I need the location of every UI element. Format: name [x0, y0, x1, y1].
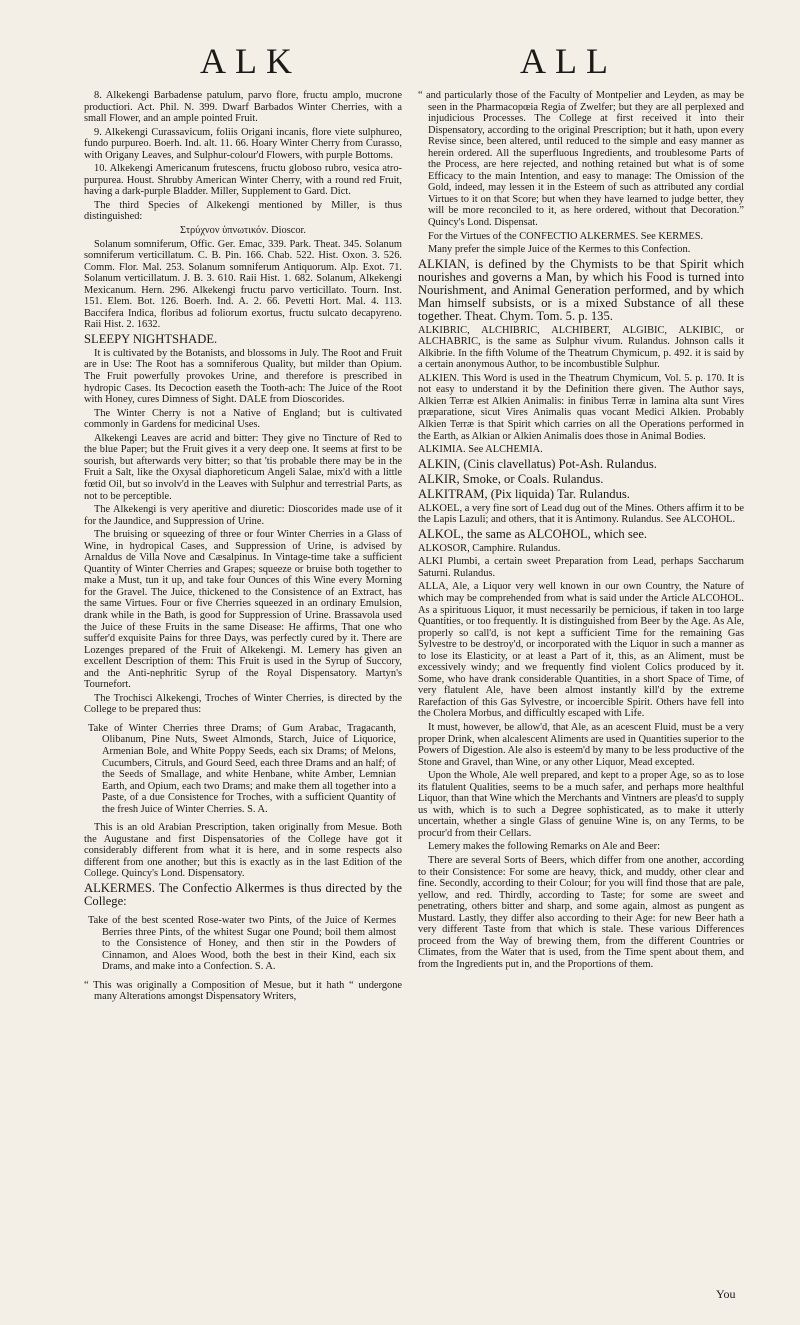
right-column-paragraph: ALKIAN, is defined by the Chymists to be that Spirit which nourishes and governs a Man, by which his Food is turned into Nourishment, and Animal Generation performed, and by which Man himself subsists, or is a mixed Substance of all these together. Theat. Chym. Tom. 5. p. 135. — [418, 256, 744, 323]
left-column-paragraph: Take of the best scented Rose-water two Pints, of the Juice of Kermes Berries three Pints, of the whitest Sugar one Pound; boil them almost to the Consistence of Honey, and then stir in the Powders of Cinnamon, and Aloes Wood, both the best in their Kind, each six Drams, and make into a Confection. S. A. — [88, 915, 396, 973]
right-column-paragraph: ALKOSOR, Camphire. Rulandus. — [418, 542, 561, 554]
running-head-right: ALL — [520, 41, 617, 81]
catchword: You — [716, 1287, 736, 1301]
right-column-paragraph: ALKIEN. This Word is used in the Theatrum Chymicum, Vol. 5. p. 170. It is not easy to understand it by the Definition there given. The Author says, Alkien Terræ est Alkien Animalis: in finibus Terræ in lamina alta sunt Vires præparatione, sicut Vires Animalis quas vocant Medici Alkien. Probably Alkien Terræ is that Spirit which carries on all the Operations performed in the Earth, as Alkian or Alkien Animalis does those in Animal Bodies. — [418, 372, 744, 442]
right-column-paragraph: It must, however, be allow'd, that Ale, as an acescent Fluid, must be a very proper Drink, when alcalescent Aliments are used in Quantities superior to the Powers of Digestion. Ale also is esteem'd by many to be less productive of the Stone and Gravel, than Wine, or any other Liquor, Mead excepted. — [418, 721, 744, 768]
running-head-left: ALK — [200, 41, 301, 81]
left-column-paragraph: The Winter Cherry is not a Native of England; but is cultivated commonly in Gardens for medicinal Uses. — [84, 407, 402, 431]
right-column-paragraph: ALKOL, the same as ALCOHOL, which see. — [418, 526, 648, 541]
left-column — [84, 90, 402, 1005]
right-column-paragraph: ALLA, Ale, a Liquor very well known in our own Country, the Nature of which may be comprehended from what is said under the Article ALCOHOL. As a spirituous Liquor, it must necessarily be pernicious, if taken in too large Quantities, or too frequently. It is distinguished from Beer by the Age. As Ale, properly so call'd, is not kept a sufficient Time for the remaining Gas Sylvestre to be destroy'd, or incorporated with the Liquor in such a manner as to lose its Elasticity, or at least a Part of it, this, as an Aliment, must be excessively windy; and we frequently find violent Colics produced by it. Some, who have drank considerable Quantities, in a short Space of Time, of very flatulent Ale, have been almost instantly kill'd by the extreme Rarefaction of this Gas Sylvestre, or incoercible Spirit. Others have fell into the Cholera Morbus, and difficultly escaped with Life. — [418, 581, 744, 720]
right-column-paragraph: There are several Sorts of Beers, which differ from one another, according to their Consistence: For some are heavy, thick, and muddy, other clear and fine. Secondly, according to their Colour; for you will find those that are pale, yellow, and red. Thirdly, according to Taste; for some are sweet and penetrating, others bitter and sharp, and some again, almost as pungent as Mustard. Lastly, they differ also according to their Age: for new Beer hath a very different Taste from that which is stale. These various Differences proceed from the Way of brewing them, from the different Countries or Climates, from the Water that is used, from the Time spent about them, and from the Ingredients put in, and the Proportions of them. — [418, 854, 744, 970]
left-column-paragraph: “ This was originally a Composition of Mesue, but it hath “ undergone many Alterations amongst Dispensatory Writers, — [84, 979, 402, 1003]
right-column-paragraph: Lemery makes the following Remarks on Ale and Beer: — [428, 841, 660, 853]
right-column-paragraph: ALKIBRIC, ALCHIBRIC, ALCHIBERT, ALGIBIC, ALKIBIC, or ALCHABRIC, is the same as Sulphur vivum. Rulandus. Johnson calls it Alkibrie. In the fifth Volume of the Theatrum Chymicum, p. 492. it is said by a certain anonymous Author, to be incombustible Sulphur. — [418, 324, 744, 371]
right-column — [418, 90, 744, 972]
left-column-paragraph: It is cultivated by the Botanists, and blossoms in July. The Root and Fruit are in Use: The Root has a somniferous Quality, but milder than Opium. The Fruit powerfully provokes Urine, and therefore is prescribed in hydropic Cases. Its Decoction easeth the Tooth-ach: The Juice of the Root with Honey, cures Dimness of Sight. DALE from Dioscorides. — [84, 347, 402, 406]
right-column-paragraph: “ and particularly those of the Faculty of Montpelier and Leyden, as may be seen in the Pharmacopœia Regia of Zwelfer; but they are all perplexed and injudicious Processes. The College at first received it into their Dispensatory, according to the original Prescription; but it hath, upon every Revise since, been altered, until reduced to the simple and easy manner as herein ordered. All the superfluous Ingredients, and troublesome Parts of the Process, are here rejected, and nothing retained but what is of some Efficacy to the main Intention, and easy to manage: The Omission of the Gold, indeed, may lessen it in the Esteem of such as attributed any cordial Virtues to it on that Score; but when they have learned to judge better, they will be more reconciled to it, as here ordered, without that Decoration.” Quincy's Lond. Dispensat. — [418, 90, 744, 229]
left-column-paragraph: The third Species of Alkekengi mentioned by Miller, is thus distinguished: — [84, 199, 402, 223]
left-column-paragraph: 8. Alkekengi Barbadense patulum, parvo flore, fructu amplo, mucrone productiori. Act. Phil. N. 399. Dwarf Barbados Winter Cherries, with a small Flower, and an ample pointed Fruit. — [84, 90, 402, 125]
right-column-paragraph: Many prefer the simple Juice of the Kermes to this Confection. — [428, 244, 691, 256]
left-column-paragraph: Alkekengi Leaves are acrid and bitter: They give no Tincture of Red to the blue Paper; but the Fruit gives it a very deep one. It seems at first to be sourish, but afterwards very bitter; so that 'tis probable there may be in the Fruit a Salt, like the Oxysal diaphoreticum Angeli Salae, mix'd with a little fœtid Oil, but so involv'd in the Leaves with Sulphur and terrestrial Parts, as not to be perceptible. — [84, 432, 402, 502]
right-column-paragraph: For the Virtues of the CONFECTIO ALKERMES. See KERMES. — [428, 230, 704, 242]
right-column-paragraph: ALKIN, (Cinis clavellatus) Pot-Ash. Rulandus. — [418, 456, 657, 471]
right-column-paragraph: ALKI Plumbi, a certain sweet Preparation from Lead, perhaps Saccharum Saturni. Rulandus. — [418, 556, 744, 579]
running-head — [0, 40, 800, 84]
left-column-paragraph: Solanum somniferum, Offic. Ger. Emac, 339. Park. Theat. 345. Solanum somniferum verticillatum. C. B. Pin. 166. Chab. 522. Hist. Oxon. 3. 526. Comm. Flor. Mal. 253. Solanum somniferum Antiquorum. Alp. Exot. 71. Solanum verticillatum. J. B. 3. 610. Raii Hist. 1. 682. Solanum, Alkekengi Mexicanum. Hern. 296. Alkekengi fructu parvo verticillato. Tourn. Inst. 151. Elem. Bot. 126. Boerh. Ind. A. 2. 66. Pevetti Hort. Mal. 4. 113. Baccifera Indica, floribus ad foliorum exortus, fructu sulcato decapyreno. Raii Hist. 2. 1632. — [84, 238, 402, 331]
right-column-paragraph: ALKITRAM, (Pix liquida) Tar. Rulandus. — [418, 486, 630, 501]
left-column-paragraph: 10. Alkekengi Americanum frutescens, fructu globoso rubro, vesica atro-purpurea. Houst. Shrubby American Winter Cherry, with a round red Fruit, having a dark-purple Bladder. Miller, Supplement to Gard. Dict. — [84, 163, 402, 198]
left-column-paragraph: Take of Winter Cherries three Drams; of Gum Arabac, Tragacanth, Olibanum, Pine Nuts, Sweet Almonds, Starch, Juice of Liquorice, Armenian Bole, and White Poppy Seeds, each six Drams; of Melons, Cucumbers, Citruls, and Gourd Seed, each three Drams and an half; of the Seeds of Smallage, and white Henbane, white Amber, Lemnian Earth, and Opium, each two Drams; and make them all together into a Paste, of a due Consistence for Troches, with a sufficient Quantity of the fresh Juice of Winter Cherries. S. A. — [88, 722, 396, 815]
left-column-paragraph: 9. Alkekengi Curassavicum, foliis Origani incanis, flore viete sulphureo, fundo purpureo. Boerh. Ind. alt. 11. 66. Hoary Winter Cherry from Curasso, with Origany Leaves, and Sulphur-colour'd Flowers, with purple Bottoms. — [84, 126, 402, 161]
left-column-paragraph: The Alkekengi is very aperitive and diuretic: Dioscorides made use of it for the Jaundice, and Suppression of Urine. — [84, 504, 402, 527]
left-column-paragraph: Στρύχνον ὑπνωτικόν. Dioscor. — [179, 225, 307, 237]
right-column-paragraph: Upon the Whole, Ale well prepared, and kept to a proper Age, so as to lose its flatulent Qualities, seems to be a much safer, and perhaps more healthful Liquor, than that Wine which the Merchants and Vintners are pleas'd to supply us with, which is to such a Degree sophisticated, as to make it utterly uncertain, whether a single Glass of genuine Wine is, on any Terms, to be procur'd from their Cellars. — [418, 770, 744, 839]
left-column-paragraph: ALKERMES. The Confectio Alkermes is thus directed by the College: — [84, 881, 402, 908]
left-column-paragraph: This is an old Arabian Prescription, taken originally from Mesue. Both the Augustane and first Dispensatories of the College have got it considerably different from what it is here, and in some respects also different from one another; but this is exactly as in the last Edition of the College. Quincy's Lond. Dispensatory. — [84, 822, 402, 880]
left-column-paragraph: The Trochisci Alkekengi, Troches of Winter Cherries, is directed by the College to be prepared thus: — [84, 692, 402, 716]
right-column-paragraph: ALKIMIA. See ALCHEMIA. — [418, 444, 543, 456]
right-column-paragraph: ALKOEL, a very fine sort of Lead dug out of the Mines. Others affirm it to be the Lapis Lazuli; and others, that it is Antimony. Rulandus. See ALCOHOL. — [418, 502, 744, 526]
left-column-paragraph: The bruising or squeezing of three or four Winter Cherries in a Glass of Wine, in hydropical Cases, and Suppression of Urine, is advised by Arnaldus de Villa Nove and Cæsalpinus. In Vintage-time take a sufficient Quantity of Winter Cherries and Grapes; squeeze or bruise both together to make a Must, tun it up, and take four Ounces of this Wine every Morning for the Gravel. The Juice, thickened to the Consistence of an Extract, has the same Virtues. Four or five Cherries squeezed in an ordinary Emulsion, drank while in the Bath, is good for Suppression of Urine. Brassavola used the Juice of these Fruits in the same Disease: He affirms, That one who suffer'd exquisite Pains for three Days, was perfectly cured by it. There are Lozenges prepared of the Fruit of Alkekengi. M. Lemery has given an excellent Description of them: This Fruit is used in the Syrup of Succory, and the Anti-nephritic Syrup of the Royal Dispensatory. Martyn's Tournefort. — [84, 529, 402, 691]
right-column-paragraph: ALKIR, Smoke, or Coals. Rulandus. — [418, 471, 604, 486]
left-column-paragraph: SLEEPY NIGHTSHADE. — [84, 331, 218, 346]
